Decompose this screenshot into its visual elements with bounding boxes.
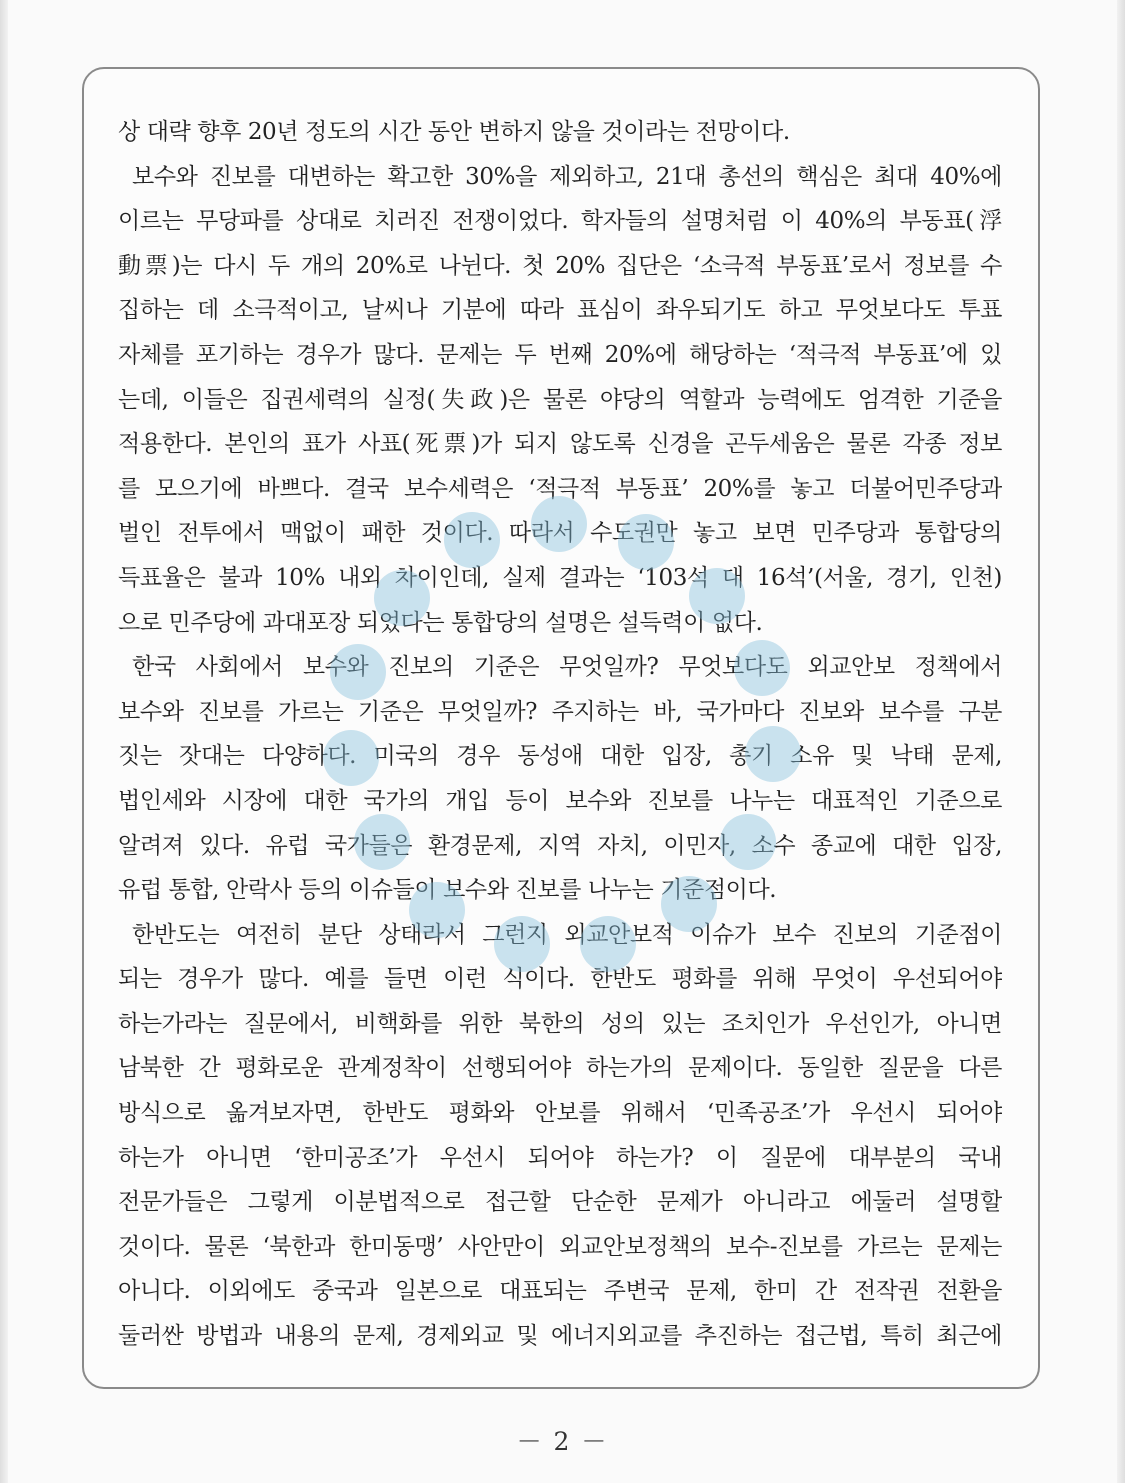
text-line: 전문가들은 그렇게 이분법적으로 접근할 단순한 문제가 아니라고 에둘러 설명할 <box>118 1189 1002 1216</box>
text-line: 자체를 포기하는 경우가 많다. 문제는 두 번째 20%에 해당하는 ‘적극적 부동표’에 있 <box>118 341 1002 368</box>
text-line: 한국 사회에서 보수와 진보의 기준은 무엇일까? 무엇보다도 외교안보 정책에서 <box>132 654 1002 681</box>
text-line: 것이다. 물론 ‘북한과 한미동맹’ 사안만이 외교안보정책의 보수-진보를 가르는 문제는 <box>118 1233 1002 1260</box>
text-line: 법인세와 시장에 대한 국가의 개입 등이 보수와 진보를 나누는 대표적인 기준으로 <box>118 787 1002 814</box>
text-line: 으로 민주당에 과대포장 되었다는 통합당의 설명은 설득력이 없다. <box>118 609 763 636</box>
text-line: 보수와 진보를 가르는 기준은 무엇일까? 주지하는 바, 국가마다 진보와 보수를 구분 <box>118 698 1002 725</box>
text-line: 아니다. 이외에도 중국과 일본으로 대표되는 주변국 문제, 한미 간 전작권 전환을 <box>118 1278 1002 1305</box>
text-line: 벌인 전투에서 맥없이 패한 것이다. 따라서 수도권만 놓고 보면 민주당과 통합당의 <box>118 520 1002 547</box>
text-line: 하는가라는 질문에서, 비핵화를 위한 북한의 성의 있는 조치인가 우선인가, 아니면 <box>118 1010 1002 1037</box>
page-edge-left <box>0 0 8 1483</box>
text-line: 이르는 무당파를 상대로 치러진 전쟁이었다. 학자들의 설명처럼 이 40%의 부동표(浮 <box>118 208 1002 235</box>
text-line: 방식으로 옮겨보자면, 한반도 평화와 안보를 위해서 ‘민족공조’가 우선시 되어야 <box>118 1100 1002 1127</box>
text-line: 적용한다. 본인의 표가 사표(死票)가 되지 않도록 신경을 곤두세움은 물론 각종 정보 <box>118 431 1002 458</box>
page-number: － 2 － <box>516 1427 609 1456</box>
text-line: 남북한 간 평화로운 관계정착이 선행되어야 하는가의 문제이다. 동일한 질문을 다른 <box>118 1055 1002 1082</box>
text-line: 는데, 이들은 집권세력의 실정(失政)은 물론 야당의 역할과 능력에도 엄격한 기준을 <box>118 386 1002 413</box>
text-line: 상 대략 향후 20년 정도의 시간 동안 변하지 않을 것이라는 전망이다. <box>118 119 790 145</box>
text-line: 알려져 있다. 유럽 국가들은 환경문제, 지역 자치, 이민자, 소수 종교에 대한 입장, <box>118 832 1002 859</box>
text-line: 짓는 잣대는 다양하다. 미국의 경우 동성애 대한 입장, 총기 소유 및 낙태 문제, <box>118 743 1002 770</box>
text-line: 되는 경우가 많다. 예를 들면 이런 식이다. 한반도 평화를 위해 무엇이 우선되어야 <box>118 966 1002 993</box>
document-body[interactable] <box>118 110 1002 1359</box>
text-line: 집하는 데 소극적이고, 날씨나 기분에 따라 표심이 좌우되기도 하고 무엇보다도 투표 <box>118 297 1002 324</box>
text-line: 한반도는 여전히 분단 상태라서 그런지 외교안보적 이슈가 보수 진보의 기준점이 <box>132 921 1002 948</box>
text-line: 하는가 아니면 ‘한미공조’가 우선시 되어야 하는가? 이 질문에 대부분의 국내 <box>118 1144 1002 1171</box>
text-line: 득표율은 불과 10% 내외 차이인데, 실제 결과는 ‘103석 대 16석’(서울, 경기, 인천) <box>118 564 1002 591</box>
text-line: 둘러싼 방법과 내용의 문제, 경제외교 및 에너지외교를 추진하는 접근법, 특히 최근에 <box>118 1323 1002 1350</box>
text-line: 보수와 진보를 대변하는 확고한 30%을 제외하고, 21대 총선의 핵심은 최대 40%에 <box>132 163 1002 190</box>
text-line: 動票)는 다시 두 개의 20%로 나뉜다. 첫 20% 집단은 ‘소극적 부동표’로서 정보를 수 <box>118 252 1002 279</box>
page-edge-right <box>1117 0 1125 1483</box>
text-line: 유럽 통합, 안락사 등의 이슈들이 보수와 진보를 나누는 기준점이다. <box>118 877 777 904</box>
text-line: 를 모으기에 바쁘다. 결국 보수세력은 ‘적극적 부동표’ 20%를 놓고 더불어민주당과 <box>118 475 1002 502</box>
